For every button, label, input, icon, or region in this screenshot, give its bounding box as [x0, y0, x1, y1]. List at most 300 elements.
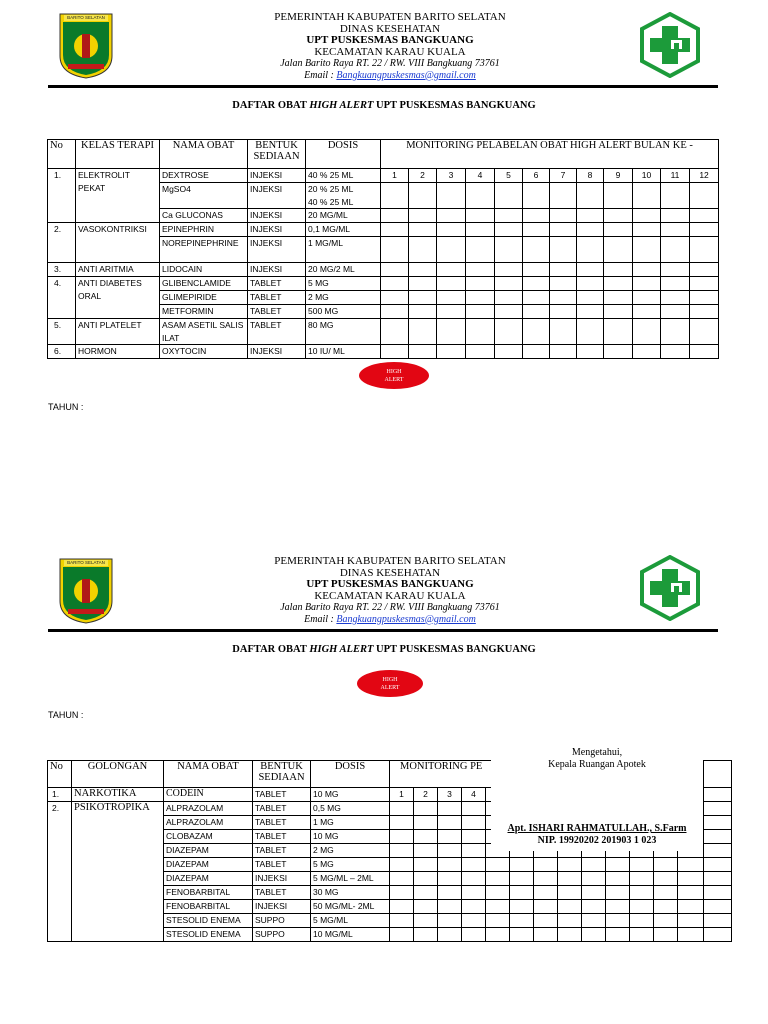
cell-month-14[interactable]	[704, 788, 732, 802]
table-row	[48, 223, 719, 237]
cell-month-3[interactable]	[438, 816, 462, 830]
cell-month-3[interactable]	[437, 305, 466, 319]
cell-month-4[interactable]: 4	[466, 169, 495, 183]
cell-month-8[interactable]	[577, 277, 604, 291]
cell-month-13[interactable]	[678, 872, 704, 886]
letterhead-department: DINAS KESEHATAN	[339, 22, 441, 35]
title-suffix: UPT PUSKESMAS BANGKUANG	[373, 100, 536, 111]
cell-month-1[interactable]	[390, 872, 414, 886]
cell-month-14[interactable]	[704, 844, 732, 858]
cell-month-5[interactable]: 5	[495, 169, 523, 183]
cell-month-3[interactable]	[438, 914, 462, 928]
cell-month-1[interactable]	[390, 816, 414, 830]
letterhead-email-line	[200, 70, 580, 82]
cell-drug-name: METFORMIN	[160, 305, 248, 319]
cell-drug-name: OXYTOCIN	[160, 345, 248, 359]
cell-month-9[interactable]	[604, 345, 633, 359]
cell-month-11[interactable]	[661, 263, 690, 277]
cell-month-9[interactable]	[604, 263, 633, 277]
cell-month-12[interactable]	[690, 277, 719, 291]
cell-month-11[interactable]	[661, 291, 690, 305]
cell-month-5[interactable]	[495, 319, 523, 345]
cell-month-8[interactable]: 8	[577, 169, 604, 183]
cell-month-7[interactable]	[550, 263, 577, 277]
cell-month-4[interactable]	[462, 872, 486, 886]
high-alert-drug-table	[47, 139, 719, 359]
cell-month-11[interactable]	[661, 183, 690, 209]
cell-month-5[interactable]	[495, 305, 523, 319]
cell-month-6[interactable]	[523, 209, 550, 223]
cell-month-9[interactable]	[604, 223, 633, 237]
cell-month-12[interactable]	[654, 858, 678, 872]
cell-month-6[interactable]	[523, 277, 550, 291]
signature-block	[491, 747, 703, 851]
cell-month-7[interactable]	[550, 345, 577, 359]
cell-month-2[interactable]	[414, 928, 438, 942]
cell-no: 2.	[48, 223, 76, 263]
cell-month-3[interactable]	[438, 900, 462, 914]
cell-month-7[interactable]	[534, 886, 558, 900]
cell-month-7[interactable]	[534, 928, 558, 942]
cell-month-4[interactable]: 4	[462, 788, 486, 802]
cell-month-4[interactable]	[466, 319, 495, 345]
cell-month-6[interactable]	[523, 305, 550, 319]
year-label: TAHUN :	[48, 710, 84, 720]
cell-month-6[interactable]	[510, 914, 534, 928]
cell-dosage-form: TABLET	[248, 277, 306, 291]
column-header-dose: DOSIS	[311, 761, 390, 788]
cell-month-2[interactable]	[409, 305, 437, 319]
cell-month-1[interactable]	[381, 237, 409, 263]
cell-month-10[interactable]	[633, 209, 661, 223]
cell-month-5[interactable]	[486, 858, 510, 872]
cell-no: 2.	[48, 802, 72, 942]
cell-month-2[interactable]	[409, 319, 437, 345]
cell-month-7[interactable]	[550, 223, 577, 237]
cell-month-10[interactable]	[606, 886, 630, 900]
cell-month-6[interactable]	[523, 291, 550, 305]
cell-drug-name: DIAZEPAM	[164, 844, 253, 858]
cell-month-7[interactable]	[534, 900, 558, 914]
cell-therapy-class: ANTI ARITMIA	[76, 263, 160, 277]
cell-month-2[interactable]	[414, 816, 438, 830]
cell-month-14[interactable]	[704, 928, 732, 942]
cell-month-1[interactable]	[390, 914, 414, 928]
cell-month-11[interactable]	[661, 277, 690, 291]
cell-month-14[interactable]	[704, 886, 732, 900]
column-header-monitoring: MONITORING PELABELAN OBAT HIGH ALERT BULAN KE -	[381, 140, 719, 169]
cell-month-11[interactable]: 11	[661, 169, 690, 183]
cell-drug-name: DIAZEPAM	[164, 872, 253, 886]
cell-month-11[interactable]	[630, 914, 654, 928]
cell-month-8[interactable]	[577, 291, 604, 305]
cell-month-2[interactable]	[409, 277, 437, 291]
letterhead-institution: UPT PUSKESMAS BANGKUANG	[306, 34, 474, 46]
cell-month-7[interactable]	[550, 305, 577, 319]
cell-month-10[interactable]	[633, 277, 661, 291]
cell-month-10[interactable]	[633, 263, 661, 277]
cell-month-12[interactable]	[690, 319, 719, 345]
cell-month-6[interactable]	[523, 237, 550, 263]
cell-month-5[interactable]	[495, 183, 523, 209]
cell-month-14[interactable]	[704, 858, 732, 872]
letterhead-department: DINAS KESEHATAN	[339, 566, 441, 579]
cell-month-14[interactable]	[704, 914, 732, 928]
letterhead-email-line	[200, 614, 580, 626]
cell-month-12[interactable]	[690, 237, 719, 263]
cell-month-8[interactable]	[577, 237, 604, 263]
signature-title: Kepala Ruangan Apotek	[548, 759, 646, 770]
cell-month-1[interactable]: 1	[381, 169, 409, 183]
cell-month-9[interactable]	[582, 858, 606, 872]
cell-month-12[interactable]	[690, 223, 719, 237]
cell-dosage-form: INJEKSI	[253, 872, 311, 886]
cell-month-6[interactable]	[523, 319, 550, 345]
cell-month-5[interactable]	[486, 872, 510, 886]
cell-month-7[interactable]	[550, 209, 577, 223]
cell-month-13[interactable]	[678, 900, 704, 914]
cell-month-8[interactable]	[577, 319, 604, 345]
cell-month-2[interactable]	[414, 844, 438, 858]
cell-month-2[interactable]	[409, 237, 437, 263]
cell-month-8[interactable]	[577, 223, 604, 237]
cell-month-1[interactable]	[381, 319, 409, 345]
cell-month-1[interactable]	[381, 209, 409, 223]
cell-month-9[interactable]	[582, 900, 606, 914]
cell-month-11[interactable]	[630, 886, 654, 900]
cell-month-14[interactable]	[704, 816, 732, 830]
cell-month-6[interactable]	[510, 886, 534, 900]
cell-month-12[interactable]	[690, 291, 719, 305]
year-label: TAHUN :	[48, 402, 84, 412]
cell-month-8[interactable]	[558, 886, 582, 900]
cell-month-2[interactable]	[409, 291, 437, 305]
cell-month-7[interactable]	[550, 183, 577, 209]
cell-month-14[interactable]	[704, 872, 732, 886]
cell-month-2[interactable]	[409, 209, 437, 223]
cell-month-11[interactable]	[661, 305, 690, 319]
cell-month-12[interactable]	[654, 872, 678, 886]
cell-drug-name: CLOBAZAM	[164, 830, 253, 844]
cell-month-9[interactable]	[582, 928, 606, 942]
cell-month-5[interactable]	[486, 886, 510, 900]
cell-month-2[interactable]: 2	[414, 788, 438, 802]
cell-month-4[interactable]	[462, 816, 486, 830]
cell-month-11[interactable]	[661, 209, 690, 223]
cell-month-12[interactable]	[690, 209, 719, 223]
letterhead-district: KECAMATAN KARAU KUALA	[314, 589, 466, 602]
cell-month-1[interactable]	[390, 900, 414, 914]
cell-month-6[interactable]	[510, 928, 534, 942]
cell-month-11[interactable]	[630, 900, 654, 914]
cell-month-10[interactable]	[633, 223, 661, 237]
cell-dose: 10 MG	[311, 788, 390, 802]
cell-dosage-form: INJEKSI	[248, 345, 306, 359]
cell-month-2[interactable]	[414, 886, 438, 900]
cell-month-5[interactable]	[495, 263, 523, 277]
cell-month-5[interactable]	[495, 291, 523, 305]
email-link[interactable]: Bangkuangpuskesmas@gmail.com	[336, 613, 476, 625]
cell-no: 6.	[48, 345, 76, 359]
cell-month-6[interactable]	[523, 223, 550, 237]
cell-month-3[interactable]	[437, 209, 466, 223]
cell-month-4[interactable]	[466, 263, 495, 277]
cell-month-7[interactable]	[534, 872, 558, 886]
cell-month-9[interactable]	[604, 237, 633, 263]
cell-month-9[interactable]	[604, 277, 633, 291]
cell-no: 1.	[48, 788, 72, 802]
cell-month-1[interactable]	[381, 277, 409, 291]
cell-month-8[interactable]	[577, 305, 604, 319]
cell-month-6[interactable]	[523, 183, 550, 209]
cell-dose: 5 MG	[306, 277, 381, 291]
cell-month-5[interactable]	[495, 237, 523, 263]
letterhead	[200, 556, 580, 625]
cell-month-4[interactable]	[462, 830, 486, 844]
logo-text: BARITO SELATAN	[67, 15, 105, 20]
cell-month-3[interactable]	[438, 830, 462, 844]
cell-month-4[interactable]	[462, 886, 486, 900]
cell-month-2[interactable]	[414, 872, 438, 886]
cell-month-8[interactable]	[558, 858, 582, 872]
column-header-no: No	[48, 761, 72, 788]
cell-month-9[interactable]	[604, 183, 633, 209]
cell-month-4[interactable]	[462, 900, 486, 914]
cell-month-11[interactable]	[661, 237, 690, 263]
cell-month-1[interactable]	[390, 858, 414, 872]
cell-month-4[interactable]	[466, 277, 495, 291]
cell-month-2[interactable]	[414, 802, 438, 816]
cell-drug-name: ALPRAZOLAM	[164, 802, 253, 816]
cell-month-13[interactable]	[678, 858, 704, 872]
cell-month-2[interactable]	[409, 183, 437, 209]
cell-month-13[interactable]	[678, 914, 704, 928]
cell-month-1[interactable]	[390, 802, 414, 816]
letterhead-government: PEMERINTAH KABUPATEN BARITO SELATAN	[274, 11, 506, 23]
cell-month-10[interactable]	[606, 928, 630, 942]
cell-month-10[interactable]	[633, 237, 661, 263]
cell-month-5[interactable]	[486, 928, 510, 942]
cell-month-3[interactable]	[438, 886, 462, 900]
cell-month-12[interactable]	[690, 183, 719, 209]
cell-month-7[interactable]	[550, 319, 577, 345]
cell-dosage-form: INJEKSI	[248, 183, 306, 209]
cell-month-9[interactable]	[604, 305, 633, 319]
cell-month-11[interactable]	[661, 319, 690, 345]
cell-month-2[interactable]: 2	[409, 169, 437, 183]
cell-month-3[interactable]: 3	[438, 788, 462, 802]
cell-month-3[interactable]	[437, 237, 466, 263]
cell-month-4[interactable]	[462, 858, 486, 872]
cell-month-3[interactable]	[438, 802, 462, 816]
cell-month-4[interactable]	[466, 237, 495, 263]
cell-month-1[interactable]: 1	[390, 788, 414, 802]
cell-month-2[interactable]	[409, 345, 437, 359]
cell-dosage-form: TABLET	[253, 844, 311, 858]
cell-month-9[interactable]	[582, 886, 606, 900]
cell-month-10[interactable]	[633, 319, 661, 345]
title-italic: HIGH ALERT	[309, 644, 374, 655]
cell-month-10[interactable]	[606, 914, 630, 928]
cell-month-9[interactable]	[604, 209, 633, 223]
cell-month-9[interactable]	[604, 291, 633, 305]
cell-month-12[interactable]	[654, 886, 678, 900]
cell-month-7[interactable]	[534, 858, 558, 872]
cell-month-8[interactable]	[558, 914, 582, 928]
cell-month-4[interactable]	[466, 345, 495, 359]
cell-month-7[interactable]	[550, 291, 577, 305]
cell-month-10[interactable]	[633, 183, 661, 209]
cell-month-7[interactable]	[550, 237, 577, 263]
table-row	[48, 345, 719, 359]
table-row	[48, 277, 719, 291]
cell-month-8[interactable]	[558, 928, 582, 942]
cell-month-12[interactable]	[654, 928, 678, 942]
cell-month-4[interactable]	[462, 844, 486, 858]
cell-month-7[interactable]	[534, 914, 558, 928]
cell-therapy-class: ELEKTROLIT PEKAT	[76, 169, 160, 223]
cell-month-12[interactable]	[690, 305, 719, 319]
cell-month-2[interactable]	[414, 830, 438, 844]
cell-month-11[interactable]	[630, 872, 654, 886]
cell-month-13[interactable]	[678, 928, 704, 942]
cell-month-3[interactable]	[437, 345, 466, 359]
cell-month-10[interactable]	[633, 291, 661, 305]
cell-month-12[interactable]: 12	[690, 169, 719, 183]
cell-month-6[interactable]	[510, 900, 534, 914]
cell-month-6[interactable]	[523, 263, 550, 277]
cell-month-9[interactable]: 9	[604, 169, 633, 183]
cell-month-9[interactable]	[604, 319, 633, 345]
cell-dose: 20 MG/ML	[306, 209, 381, 223]
cell-month-10[interactable]: 10	[633, 169, 661, 183]
table-header-row	[48, 140, 719, 169]
cell-month-8[interactable]	[558, 872, 582, 886]
cell-therapy-class: ANTI PLATELET	[76, 319, 160, 345]
puskesmas-logo	[640, 555, 700, 621]
cell-dosage-form: SUPPO	[253, 928, 311, 942]
cell-month-5[interactable]	[495, 223, 523, 237]
cell-month-3[interactable]	[438, 872, 462, 886]
cell-month-8[interactable]	[577, 345, 604, 359]
cell-month-2[interactable]	[409, 263, 437, 277]
cell-month-12[interactable]	[690, 263, 719, 277]
cell-month-3[interactable]	[437, 319, 466, 345]
cell-month-7[interactable]: 7	[550, 169, 577, 183]
cell-month-1[interactable]	[390, 830, 414, 844]
email-link[interactable]: Bangkuangpuskesmas@gmail.com	[336, 69, 476, 81]
cell-month-10[interactable]	[606, 858, 630, 872]
cell-month-1[interactable]	[390, 928, 414, 942]
cell-month-5[interactable]	[486, 900, 510, 914]
cell-month-11[interactable]	[630, 858, 654, 872]
cell-month-10[interactable]	[633, 305, 661, 319]
cell-dose: 1 MG	[311, 816, 390, 830]
cell-month-2[interactable]	[414, 914, 438, 928]
cell-month-1[interactable]	[381, 183, 409, 209]
cell-month-4[interactable]	[462, 914, 486, 928]
cell-month-3[interactable]	[438, 858, 462, 872]
cell-month-1[interactable]	[381, 263, 409, 277]
cell-month-5[interactable]	[495, 277, 523, 291]
cell-month-3[interactable]	[438, 844, 462, 858]
cell-month-2[interactable]	[409, 223, 437, 237]
cell-month-12[interactable]	[654, 914, 678, 928]
cell-month-6[interactable]	[510, 858, 534, 872]
cell-month-1[interactable]	[381, 305, 409, 319]
cell-dose: 5 MG/ML	[311, 914, 390, 928]
cell-dose: 5 MG/ML – 2ML	[311, 872, 390, 886]
cell-month-4[interactable]	[462, 802, 486, 816]
cell-month-3[interactable]	[437, 277, 466, 291]
cell-month-10[interactable]	[606, 872, 630, 886]
cell-month-14[interactable]	[704, 802, 732, 816]
cell-month-4[interactable]	[466, 223, 495, 237]
cell-month-4[interactable]	[466, 183, 495, 209]
cell-month-3[interactable]: 3	[437, 169, 466, 183]
cell-month-1[interactable]	[390, 886, 414, 900]
cell-month-2[interactable]	[414, 900, 438, 914]
cell-month-11[interactable]	[630, 928, 654, 942]
cell-month-3[interactable]	[437, 223, 466, 237]
cell-month-2[interactable]	[414, 858, 438, 872]
cell-month-5[interactable]	[495, 209, 523, 223]
cell-dosage-form: INJEKSI	[248, 223, 306, 237]
cell-month-4[interactable]	[466, 209, 495, 223]
cell-month-6[interactable]	[523, 345, 550, 359]
cell-month-3[interactable]	[437, 291, 466, 305]
cell-month-5[interactable]	[486, 914, 510, 928]
cell-month-6[interactable]: 6	[523, 169, 550, 183]
cell-dosage-form: TABLET	[253, 788, 311, 802]
cell-month-11[interactable]	[661, 223, 690, 237]
cell-dosage-form: INJEKSI	[248, 263, 306, 277]
cell-month-13[interactable]	[678, 886, 704, 900]
cell-month-9[interactable]	[582, 914, 606, 928]
cell-month-12[interactable]	[690, 345, 719, 359]
high-alert-badge	[357, 670, 423, 697]
cell-month-1[interactable]	[381, 223, 409, 237]
cell-drug-name: MgSO4	[160, 183, 248, 209]
cell-month-4[interactable]	[462, 928, 486, 942]
cell-month-4[interactable]	[466, 291, 495, 305]
cell-month-9[interactable]	[582, 872, 606, 886]
cell-month-10[interactable]	[606, 900, 630, 914]
cell-month-6[interactable]	[510, 872, 534, 886]
cell-month-14[interactable]	[704, 900, 732, 914]
cell-month-5[interactable]	[495, 345, 523, 359]
cell-month-8[interactable]	[577, 263, 604, 277]
cell-month-11[interactable]	[661, 345, 690, 359]
cell-month-4[interactable]	[466, 305, 495, 319]
table-row	[48, 169, 719, 183]
cell-month-1[interactable]	[381, 345, 409, 359]
cell-month-3[interactable]	[437, 183, 466, 209]
cell-month-3[interactable]	[437, 263, 466, 277]
cell-month-10[interactable]	[633, 345, 661, 359]
cell-month-7[interactable]	[550, 277, 577, 291]
cell-month-3[interactable]	[438, 928, 462, 942]
cell-month-12[interactable]	[654, 900, 678, 914]
cell-month-8[interactable]	[558, 900, 582, 914]
cell-month-8[interactable]	[577, 183, 604, 209]
cell-month-1[interactable]	[390, 844, 414, 858]
cell-drug-name: Ca GLUCONAS	[160, 209, 248, 223]
cell-month-8[interactable]	[577, 209, 604, 223]
badge-line2: ALERT	[380, 684, 400, 691]
cell-month-14[interactable]	[704, 830, 732, 844]
cell-month-1[interactable]	[381, 291, 409, 305]
